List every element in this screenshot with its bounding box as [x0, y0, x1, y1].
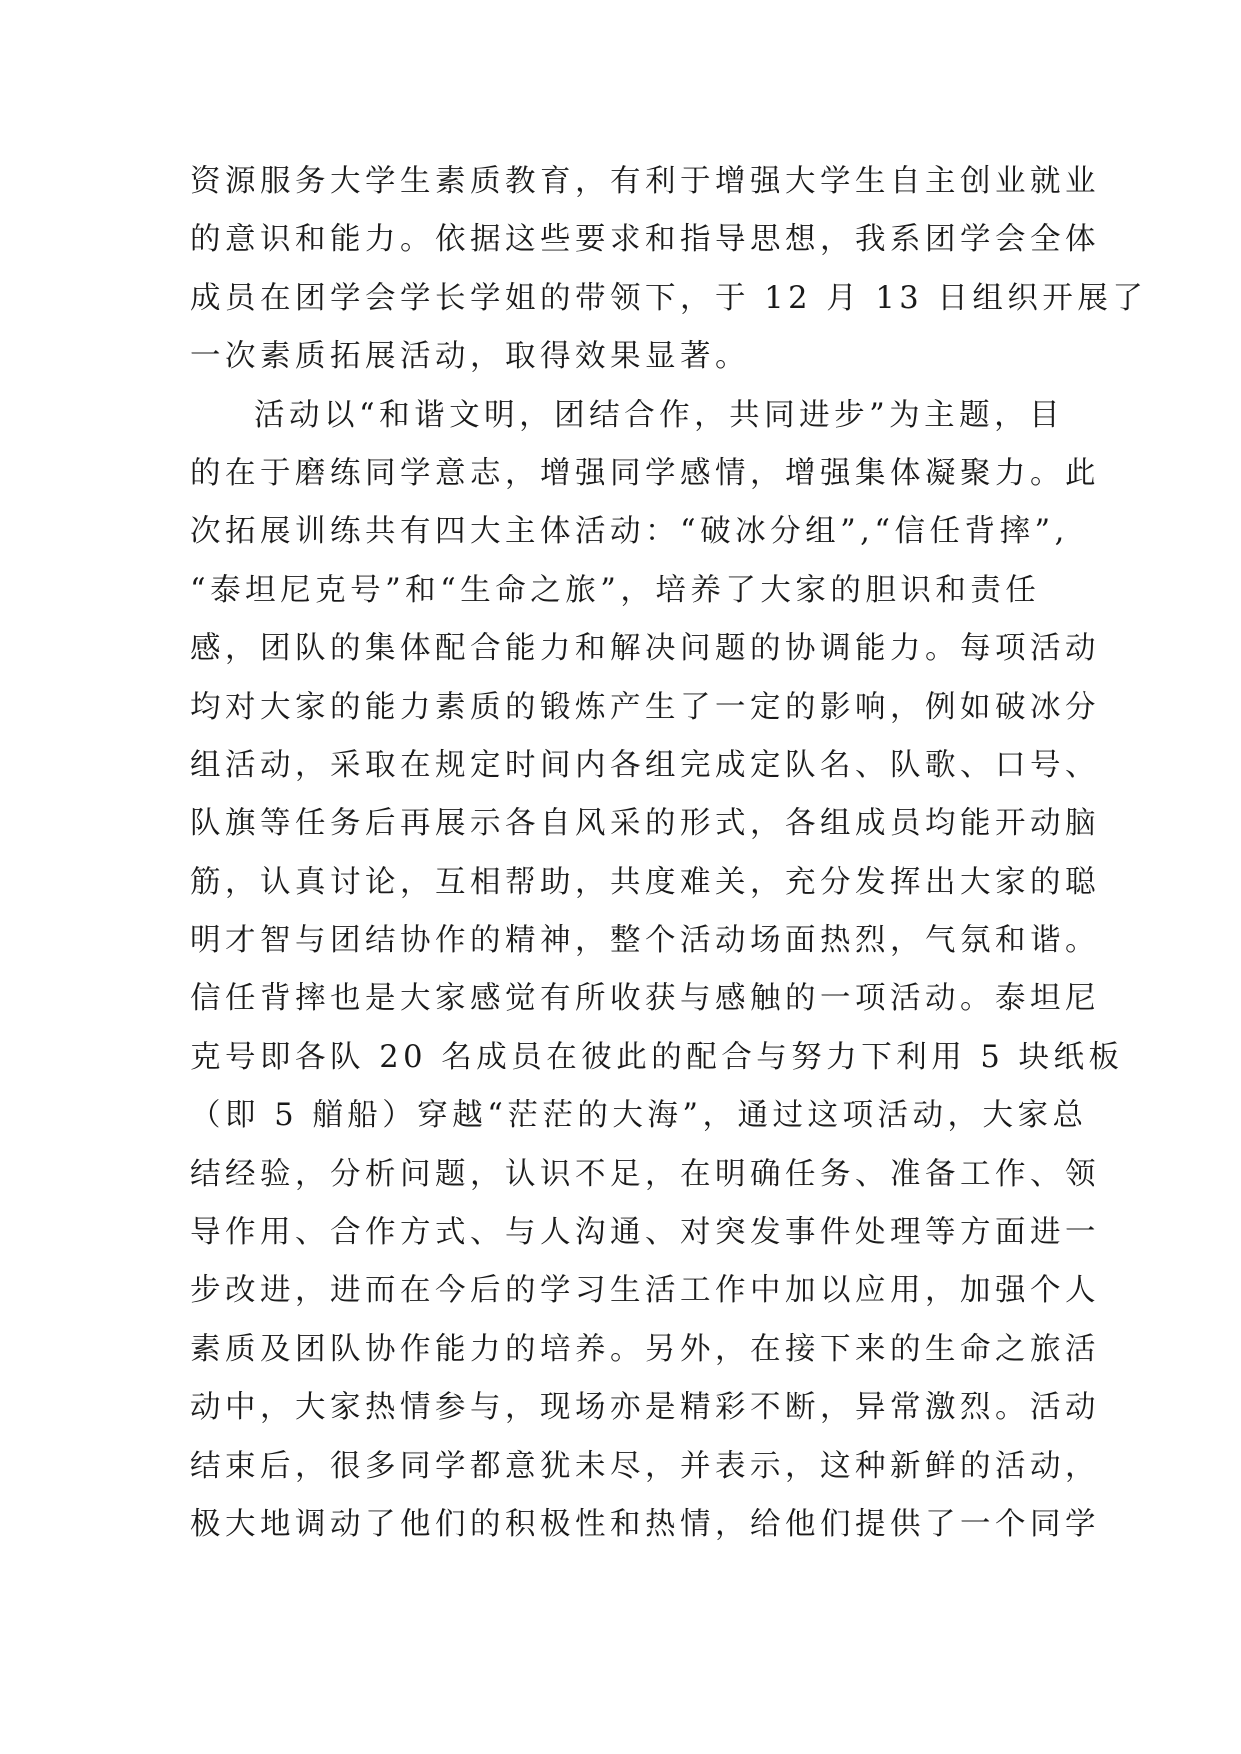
text-line: “泰坦尼克号”和“生命之旅”，培养了大家的胆识和责任: [190, 572, 1041, 608]
text-line: 导作用、合作方式、与人沟通、对突发事件处理等方面进一: [190, 1215, 1100, 1251]
text-line: （即 5 艏船）穿越“茫茫的大海”，通过这项活动，大家总: [190, 1098, 1088, 1134]
text-line: 步改进，进而在今后的学习生活工作中加以应用，加强个人: [190, 1273, 1100, 1309]
text-line: 队旗等任务后再展示各自风采的形式，各组成员均能开动脑: [190, 806, 1100, 842]
text-line: 均对大家的能力素质的锻炼产生了一定的影响，例如破冰分: [190, 689, 1100, 725]
text-line: 素质及团队协作能力的培养。另外，在接下来的生命之旅活: [190, 1331, 1100, 1367]
text-line: 动中，大家热情参与，现场亦是精彩不断，异常激烈。活动: [190, 1390, 1100, 1426]
text-line: 极大地调动了他们的积极性和热情，给他们提供了一个同学: [190, 1506, 1100, 1542]
body-text: [190, 153, 1148, 1554]
text-line: 筋，认真讨论，互相帮助，共度难关，充分发挥出大家的聪: [190, 864, 1100, 900]
text-line: 一次素质拓展活动，取得效果显著。: [190, 339, 750, 375]
text-line: 资源服务大学生素质教育，有利于增强大学生自主创业就业: [190, 164, 1100, 199]
text-line: 的在于磨练同学意志，增强同学感情，增强集体凝聚力。此: [190, 455, 1100, 491]
text-line: 明才智与团结协作的精神，整个活动场面热烈，气氛和谐。: [190, 923, 1100, 959]
text-line: 成员在团学会学长学姐的带领下，于 12 月 13 日组织开展了: [190, 280, 1148, 316]
text-line: 的意识和能力。依据这些要求和指导思想，我系团学会全体: [190, 222, 1100, 258]
text-line: 感，团队的集体配合能力和解决问题的协调能力。每项活动: [190, 631, 1100, 667]
text-line: 克号即各队 20 名成员在彼此的配合与努力下利用 5 块纸板: [190, 1039, 1124, 1075]
text-line: 组活动，采取在规定时间内各组完成定队名、队歌、口号、: [190, 747, 1100, 783]
text-line: 次拓展训练共有四大主体活动：“破冰分组”,“信任背摔”,: [190, 514, 1069, 550]
text-line: 结束后，很多同学都意犹未尽，并表示，这种新鲜的活动，: [190, 1448, 1100, 1484]
text-line: 结经验，分析问题，认识不足，在明确任务、准备工作、领: [190, 1156, 1100, 1192]
text-line: 信任背摔也是大家感觉有所收获与感触的一项活动。泰坦尼: [190, 981, 1100, 1017]
paragraph-first-line: 活动以“和谐文明，团结合作，共同进步”为主题，目: [254, 397, 1065, 433]
